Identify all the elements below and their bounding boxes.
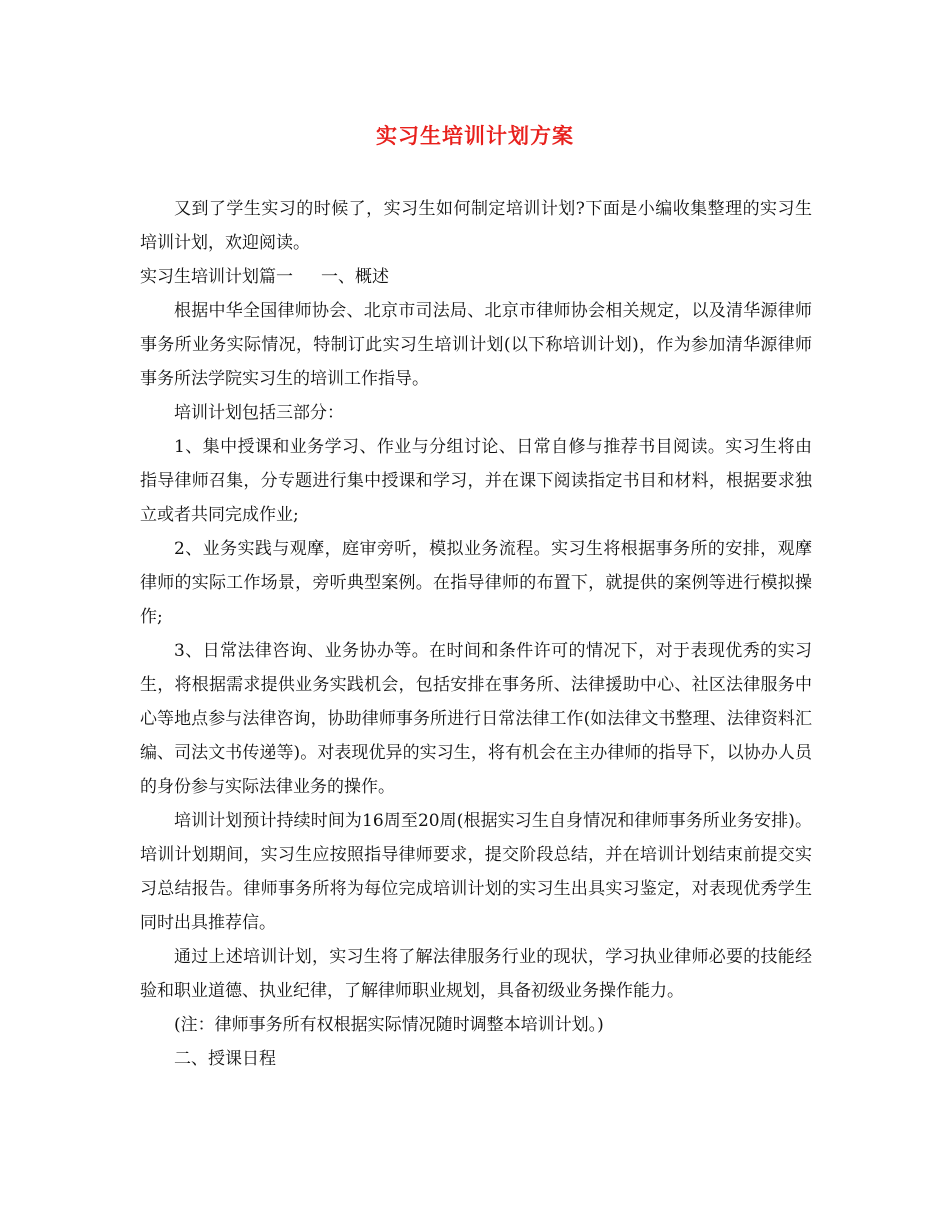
document-body [140,192,812,1076]
section2-heading: 二、授课日程 [174,1049,276,1069]
intro-paragraph: 又到了学生实习的时候了，实习生如何制定培训计划?下面是小编收集整理的实习生培训计划，欢迎阅读。 [140,199,812,253]
paragraph-outcome: 通过上述培训计划，实习生将了解法律服务行业的现状，学习执业律师必要的技能经验和职业道德、执业纪律，了解律师职业规划，具备初级业务操作能力。 [140,947,812,1001]
paragraph-duration: 培训计划预计持续时间为16周至20周(根据实习生自身情况和律师事务所业务安排)。培训计划期间，实习生应按照指导律师要求，提交阶段总结，并在培训计划结束前提交实习总结报告。律师事务所将为每位完成培训计划的实习生出具实习鉴定，对表现优秀学生同时出具推荐信。 [140,811,812,933]
paragraph-item-3: 3、日常法律咨询、业务协办等。在时间和条件许可的情况下，对于表现优秀的实习生，将根据需求提供业务实践机会，包括安排在事务所、法律援助中心、社区法律服务中心等地点参与法律咨询，协助律师事务所进行日常法律工作(如法律文书整理、法律资料汇编、司法文书传递等)。对表现优异的实习生，将有机会在主办律师的指导下，以协办人员的身份参与实际法律业务的操作。 [140,641,812,797]
section1-heading: 一、概述 [321,267,389,287]
paragraph-overview: 根据中华全国律师协会、北京市司法局、北京市律师协会相关规定，以及清华源律师事务所业务实际情况，特制订此实习生培训计划(以下称培训计划)，作为参加清华源律师事务所法学院实习生的培训工作指导。 [140,301,812,389]
section-label: 实习生培训计划篇一 [140,267,293,287]
section-heading-line [140,260,812,294]
paragraph-note: (注：律师事务所有权根据实际情况随时调整本培训计划。) [174,1015,604,1035]
paragraph-item-1: 1、集中授课和业务学习、作业与分组讨论、日常自修与推荐书目阅读。实习生将由指导律师召集，分专题进行集中授课和学习，并在课下阅读指定书目和材料，根据要求独立或者共同完成作业; [140,437,812,525]
paragraph-three-parts: 培训计划包括三部分： [174,403,344,423]
paragraph-item-2: 2、业务实践与观摩，庭审旁听，模拟业务流程。实习生将根据事务所的安排，观摩律师的实际工作场景，旁听典型案例。在指导律师的布置下，就提供的案例等进行模拟操作; [140,539,812,627]
document-title: 实习生培训计划方案 [376,123,574,148]
